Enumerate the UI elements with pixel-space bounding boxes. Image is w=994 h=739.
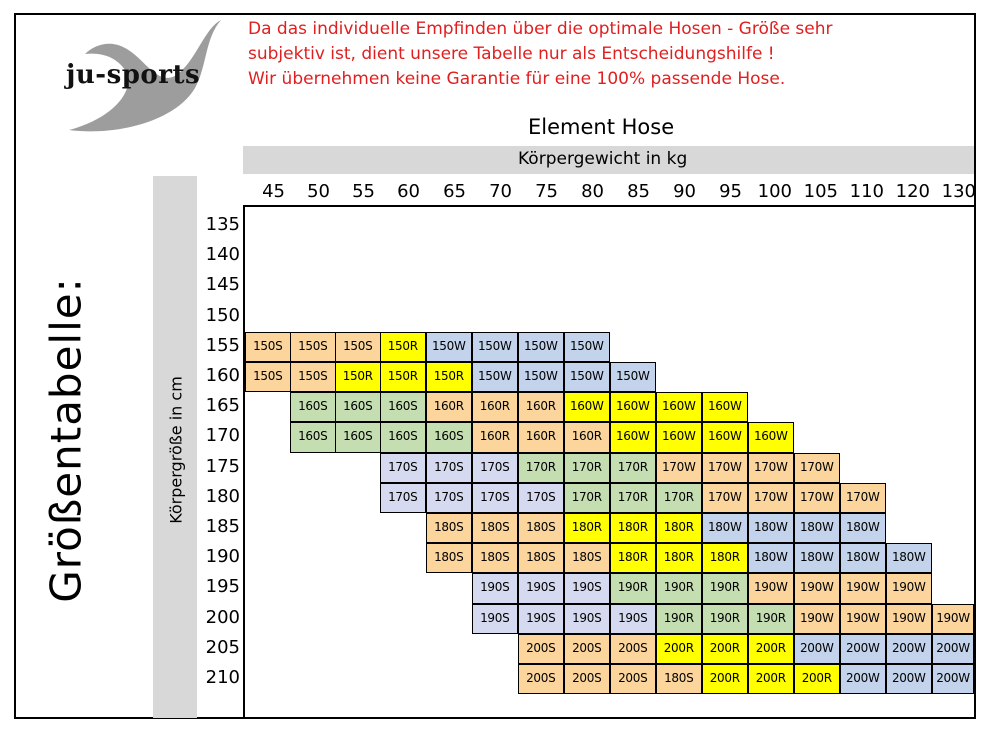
size-cell: 180S — [472, 513, 518, 543]
size-cell: 190W — [840, 573, 886, 603]
size-cell: 170R — [610, 483, 656, 513]
size-cell: 150W — [518, 332, 564, 362]
size-cell: 160S — [380, 422, 426, 452]
size-cell: 190W — [886, 573, 932, 603]
weight-axis-label: Körpergewicht in kg — [518, 149, 688, 169]
page-title: Größentabelle: — [41, 277, 91, 603]
size-cell: 190W — [886, 604, 932, 634]
size-cell: 170R — [518, 453, 564, 483]
weight-header: 45 — [262, 181, 285, 202]
size-cell: 170R — [656, 483, 702, 513]
weight-header: 85 — [627, 181, 650, 202]
height-header: 190 — [205, 546, 240, 568]
size-cell: 160W — [656, 422, 702, 452]
weight-header: 75 — [535, 181, 558, 202]
size-cell: 170S — [426, 483, 472, 513]
size-cell: 180W — [794, 513, 840, 543]
size-cell: 160S — [380, 392, 426, 422]
size-cell: 150W — [472, 362, 518, 392]
size-cell: 180S — [656, 664, 702, 694]
size-cell: 180W — [702, 513, 748, 543]
size-cell: 150W — [472, 332, 518, 362]
size-cell: 170W — [748, 483, 794, 513]
size-cell: 170S — [380, 483, 426, 513]
size-cell: 200S — [610, 664, 656, 694]
weight-header: 55 — [352, 181, 375, 202]
size-cell: 160S — [335, 422, 381, 452]
weight-header: 65 — [443, 181, 466, 202]
size-cell: 170W — [656, 453, 702, 483]
size-cell: 190R — [656, 573, 702, 603]
height-header: 180 — [205, 485, 240, 507]
size-cell: 200S — [564, 634, 610, 664]
height-header: 140 — [205, 244, 240, 266]
size-cell: 160W — [748, 422, 794, 452]
size-cell: 170S — [472, 483, 518, 513]
size-cell: 190W — [840, 604, 886, 634]
size-cell: 190S — [518, 573, 564, 603]
size-cell: 150W — [518, 362, 564, 392]
size-cell: 190R — [702, 604, 748, 634]
height-header: 175 — [205, 455, 240, 477]
size-cell: 180S — [518, 513, 564, 543]
height-header: 210 — [205, 667, 240, 688]
weight-header: 95 — [719, 181, 742, 202]
size-cell: 190R — [748, 604, 794, 634]
height-header: 165 — [205, 395, 240, 417]
size-cell: 180W — [840, 513, 886, 543]
size-cell: 190R — [656, 604, 702, 634]
size-cell: 170W — [748, 453, 794, 483]
size-cell: 180S — [472, 543, 518, 573]
size-cell: 180W — [748, 513, 794, 543]
size-cell: 190S — [564, 604, 610, 634]
size-cell: 150W — [564, 362, 610, 392]
size-cell: 150S — [290, 332, 336, 362]
height-header: 150 — [205, 304, 240, 326]
size-cell: 160R — [564, 422, 610, 452]
size-cell: 170S — [518, 483, 564, 513]
size-cell: 180S — [564, 543, 610, 573]
height-header: 160 — [205, 365, 240, 386]
weight-header: 80 — [581, 181, 604, 202]
size-cell: 160S — [290, 422, 336, 452]
size-cell: 190W — [794, 604, 840, 634]
size-cell: 190S — [472, 604, 518, 634]
size-cell: 190R — [702, 573, 748, 603]
size-cell: 150S — [245, 362, 291, 392]
size-cell: 160S — [426, 422, 472, 452]
size-cell: 200S — [518, 664, 564, 694]
size-cell: 160W — [610, 392, 656, 422]
size-cell: 190S — [472, 573, 518, 603]
size-cell: 170R — [564, 483, 610, 513]
size-cell: 180W — [748, 543, 794, 573]
size-cell: 150R — [380, 332, 426, 362]
size-cell: 160S — [290, 392, 336, 422]
height-header: 135 — [205, 214, 240, 235]
size-cell: 200R — [702, 664, 748, 694]
size-cell: 180R — [656, 513, 702, 543]
size-cell: 190S — [518, 604, 564, 634]
size-cell: 170S — [380, 453, 426, 483]
size-cell: 200W — [886, 634, 932, 664]
weight-header: 70 — [489, 181, 512, 202]
size-cell: 150R — [426, 362, 472, 392]
size-cell: 160R — [518, 422, 564, 452]
size-cell: 170W — [702, 453, 748, 483]
size-cell: 180R — [656, 543, 702, 573]
size-cell: 170R — [564, 453, 610, 483]
size-cell: 180R — [610, 543, 656, 573]
height-header: 205 — [205, 636, 240, 658]
size-cell: 170W — [702, 483, 748, 513]
weight-header: 105 — [803, 181, 838, 202]
size-cell: 200W — [886, 664, 932, 694]
size-cell: 170S — [426, 453, 472, 483]
size-cell: 170W — [794, 483, 840, 513]
size-cell: 160W — [610, 422, 656, 452]
weight-header: 50 — [307, 181, 330, 202]
disclaimer-notice — [248, 17, 968, 92]
size-cell: 190S — [610, 604, 656, 634]
weight-header: 60 — [397, 181, 420, 202]
size-cell: 180R — [610, 513, 656, 543]
height-axis-label: Körpergröße in cm — [166, 376, 186, 524]
size-cell: 180S — [426, 543, 472, 573]
size-cell: 180W — [794, 543, 840, 573]
size-cell: 170W — [794, 453, 840, 483]
size-cell: 150S — [245, 332, 291, 362]
size-cell: 180W — [886, 543, 932, 573]
notice-line: Wir übernehmen keine Garantie für eine 100% passende Hose. — [248, 69, 786, 89]
size-cell: 200R — [656, 634, 702, 664]
size-cell: 150S — [335, 332, 381, 362]
size-cell: 200R — [702, 634, 748, 664]
size-cell: 190R — [610, 573, 656, 603]
size-cell: 150W — [426, 332, 472, 362]
height-header: 185 — [205, 516, 240, 537]
size-cell: 200W — [794, 634, 840, 664]
size-cell: 170R — [610, 453, 656, 483]
weight-header: 130 — [941, 181, 976, 202]
size-cell: 190W — [932, 604, 974, 634]
size-cell: 200S — [564, 664, 610, 694]
size-cell: 160W — [702, 392, 748, 422]
size-cell: 200R — [748, 664, 794, 694]
size-cell: 180R — [702, 543, 748, 573]
size-cell: 160R — [518, 392, 564, 422]
size-cell: 160W — [656, 392, 702, 422]
size-cell: 150W — [610, 362, 656, 392]
notice-line: Da das individuelle Empfinden über die optimale Hosen - Größe sehr — [248, 19, 833, 39]
weight-header: 110 — [849, 181, 884, 202]
size-cell: 150S — [290, 362, 336, 392]
size-cell: 200W — [840, 634, 886, 664]
size-cell: 190W — [794, 573, 840, 603]
size-cell: 200R — [748, 634, 794, 664]
size-cell: 200W — [932, 664, 974, 694]
size-cell: 160R — [426, 392, 472, 422]
height-header: 195 — [205, 576, 240, 598]
size-cell: 180S — [518, 543, 564, 573]
size-cell: 200S — [518, 634, 564, 664]
height-header: 170 — [205, 425, 240, 447]
height-header: 145 — [205, 274, 240, 296]
weight-header: 100 — [757, 181, 792, 202]
height-header: 200 — [205, 606, 240, 628]
size-cell: 160S — [335, 392, 381, 422]
size-cell: 180R — [564, 513, 610, 543]
size-cell: 160W — [702, 422, 748, 452]
size-cell: 200W — [840, 664, 886, 694]
size-cell: 180S — [426, 513, 472, 543]
size-cell: 170S — [472, 453, 518, 483]
weight-header: 90 — [673, 181, 696, 202]
size-cell: 150W — [564, 332, 610, 362]
height-header: 155 — [205, 334, 240, 356]
size-cell: 180W — [840, 543, 886, 573]
size-cell: 190S — [564, 573, 610, 603]
size-cell: 160W — [564, 392, 610, 422]
size-cell: 150R — [380, 362, 426, 392]
size-cell: 150R — [335, 362, 381, 392]
product-title: Element Hose — [528, 115, 675, 139]
brand-logo-text: ju-sports — [66, 60, 201, 90]
size-cell: 200S — [610, 634, 656, 664]
weight-header: 120 — [895, 181, 930, 202]
size-cell: 160R — [472, 392, 518, 422]
size-cell: 170W — [840, 483, 886, 513]
size-cell: 160R — [472, 422, 518, 452]
size-cell: 200R — [794, 664, 840, 694]
notice-line: subjektiv ist, dient unsere Tabelle nur als Entscheidungshilfe ! — [248, 44, 775, 64]
size-cell: 200W — [932, 634, 974, 664]
size-cell: 190W — [748, 573, 794, 603]
